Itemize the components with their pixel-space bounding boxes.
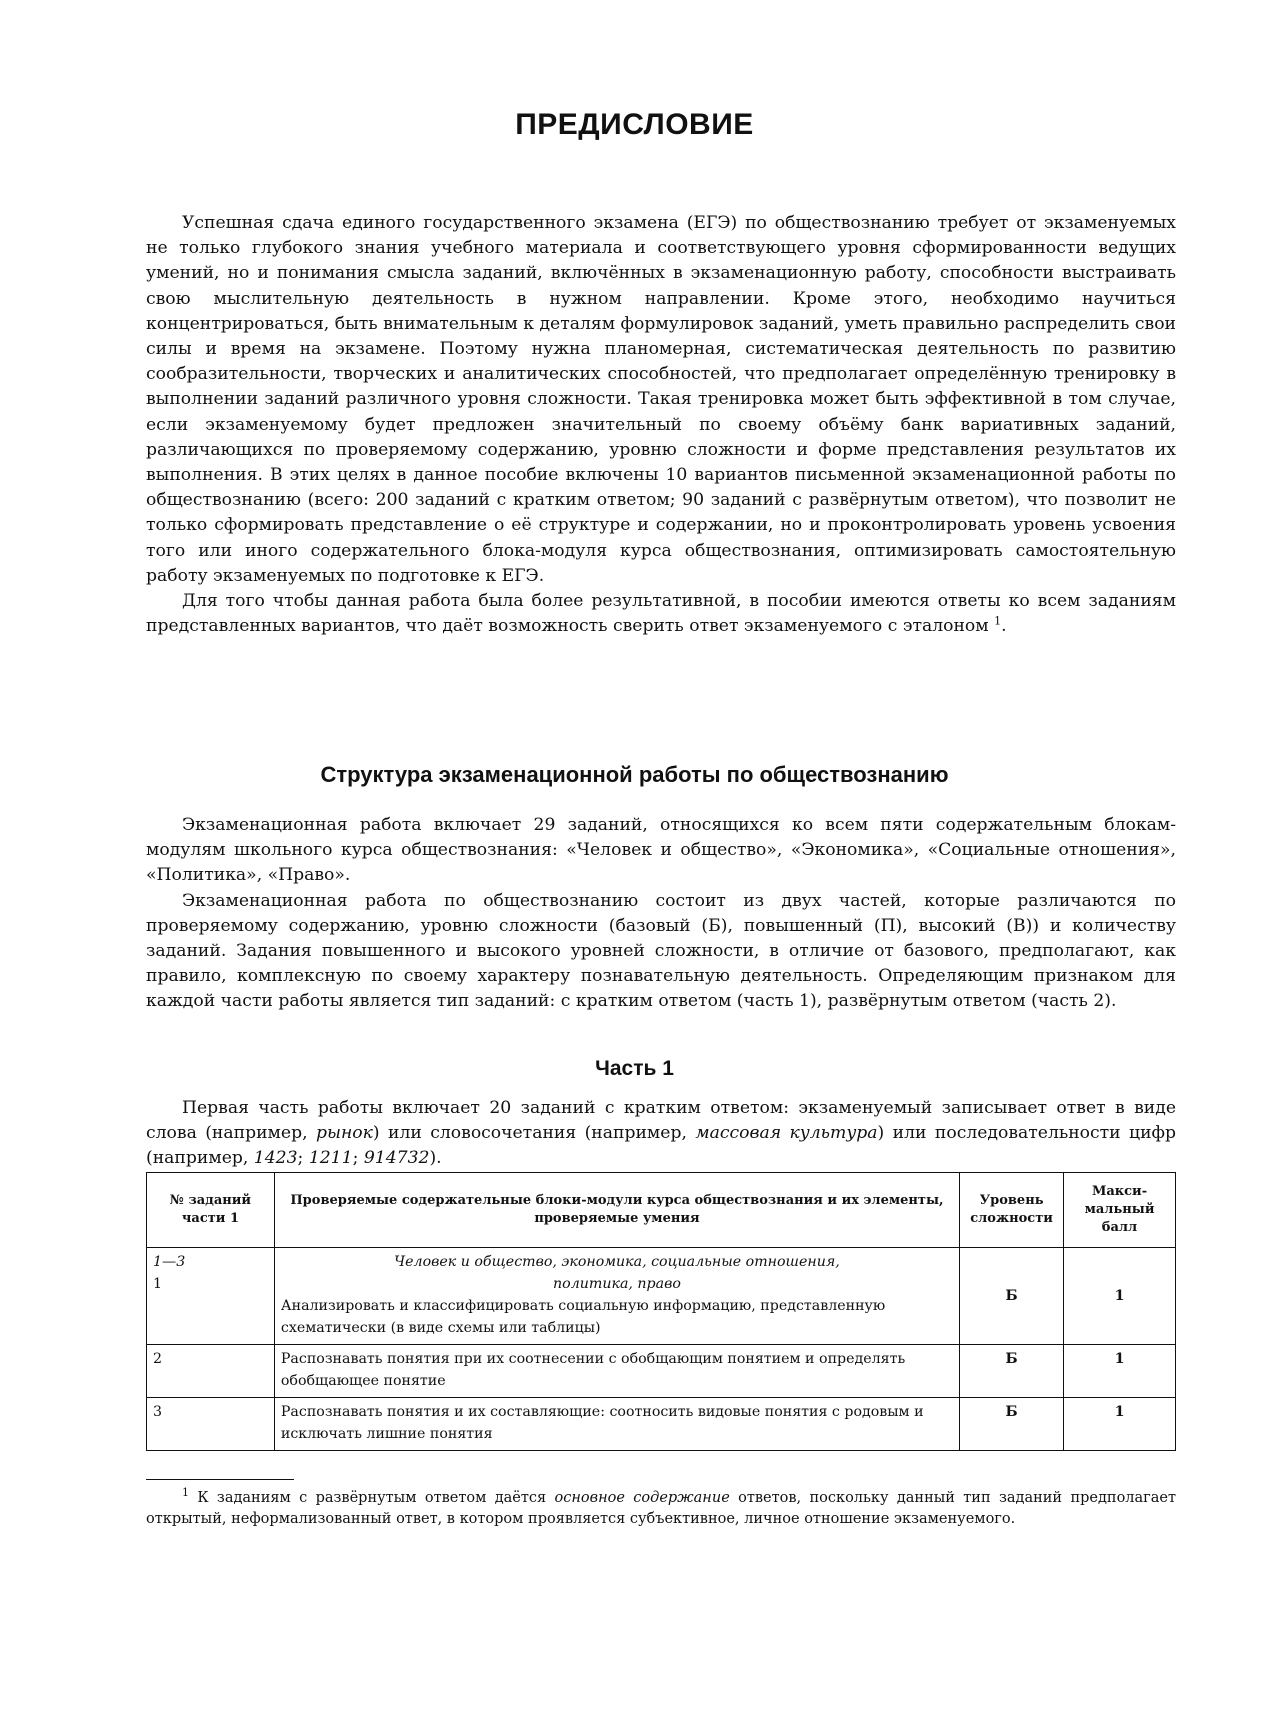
part1-text-a: Первая часть работы включает 20 заданий с кратким ответом: экзаменуемый записывает ответ в виде слова (например, — [146, 1098, 1176, 1144]
footnote-ref[interactable]: 1 — [994, 614, 1002, 628]
task-range: 1—3 — [153, 1254, 186, 1270]
footnote-emphasis: основное содержание — [554, 1490, 730, 1506]
table-row — [147, 1345, 1176, 1398]
part1-spec-table — [146, 1172, 1176, 1451]
part1-paragraph — [146, 1096, 1176, 1172]
footnote — [146, 1488, 1176, 1529]
structure-paragraph-2: Экзаменационная работа по обществознанию состоит из двух частей, которые различаются по проверяемому содержанию, уровню сложности (базовый (Б), повышенный (П), высокий (В)) и количеству заданий. Задания повышенного и высокого уровней сложности, в отличие от базового, предполагают, как правило, комплексную по своему характеру познавательную деятельность. Определяющим признаком для каждой части работы является тип заданий: с кратким ответом (часть 1), развёрнутым ответом (часть 2). — [146, 890, 1176, 1012]
intro-paragraph-1: Успешная сдача единого государственного экзамена (ЕГЭ) по обществознанию требует от экзаменуемых не только глубокого знания учебного материала и соответствующего уровня сформированности ведущих умений, но и понимания смысла заданий, включённых в экзаменационную работу, способности выстраивать свою мыслительную деятельность в нужном направлении. Кроме этого, необходимо научиться концентрироваться, быть внимательным к деталям формулировок заданий, уметь правильно распределить свои силы и время на экзамене. Поэтому нужна планомерная, систематическая деятельность по развитию сообразительности, творческих и аналитических способностей, что предполагает определённую тренировку в выполнении заданий различного уровня сложности. Такая тренировка может быть эффективной в том случае, если экзаменуемому будет предложен значительный по своему объёму банк вариативных заданий, различающихся по проверяемому содержанию, уровню сложности и форме представления результатов их выполнения. В этих целях в данное пособие включены 10 вариантов письменной экзаменационной работы по обществознанию (всего: 200 заданий с кратким ответом; 90 заданий с развёрнутым ответом), что позволит не только сформировать представление о её структуре и содержании, но и проконтролировать уровень усвоения того или иного содержательного блока-модуля курса обществознания, оптимизировать самостоятельную работу экзаменуемых по подготовке к ЕГЭ. — [146, 213, 1176, 586]
intro-paragraph-2-end: . — [1001, 616, 1007, 637]
structure-section — [146, 813, 1176, 1015]
example-word: рынок — [315, 1123, 373, 1144]
task-number: 3 — [147, 1398, 275, 1451]
task-level: Б — [960, 1398, 1064, 1451]
task-description: Распознавать понятия и их составляющие: соотносить видовые понятия с родовым и исключать лишние понятия — [274, 1398, 959, 1451]
separator-1: ; — [297, 1148, 309, 1169]
task-level: Б — [960, 1248, 1064, 1345]
table-row — [147, 1248, 1176, 1345]
footnote-divider — [146, 1479, 294, 1480]
task-description: Анализировать и классифицировать социальную информацию, представленную схематически (в виде схемы или таблицы) — [280, 1298, 886, 1336]
footnote-paragraph — [146, 1488, 1176, 1529]
example-digits-1: 1423 — [253, 1148, 298, 1169]
example-digits-3: 914732 — [363, 1148, 430, 1169]
intro-section — [146, 211, 1176, 639]
task-max-score: 1 — [1064, 1345, 1176, 1398]
task-max-score: 1 — [1064, 1248, 1176, 1345]
part1-heading: Часть 1 — [595, 1057, 674, 1080]
example-phrase: массовая культура — [695, 1123, 878, 1144]
structure-heading: Структура экзаменационной работы по обществознанию — [320, 762, 949, 787]
separator-2: ; — [352, 1148, 364, 1169]
header-content: Проверяемые содержательные блоки-модули курса обществознания и их элементы, проверяемые умения — [274, 1173, 959, 1248]
footnote-marker: 1 — [182, 1486, 189, 1500]
task-number: 1 — [153, 1276, 163, 1292]
task-number-cell — [147, 1248, 275, 1345]
task-max-score: 1 — [1064, 1398, 1176, 1451]
task-description: Распознавать понятия при их соотнесении с обобщающим понятием и определять обобщающее понятие — [274, 1345, 959, 1398]
task-number: 2 — [147, 1345, 275, 1398]
structure-paragraph-1: Экзаменационная работа включает 29 заданий, относящихся ко всем пяти содержательным блокам-модулям школьного курса обществознания: «Человек и общество», «Экономика», «Социальные отношения», «Политика», «Право». — [146, 815, 1176, 886]
part1-text-d: ). — [429, 1148, 442, 1169]
task-content-cell — [274, 1248, 959, 1345]
intro-paragraph-2 — [146, 589, 1176, 639]
table-header-row — [147, 1173, 1176, 1248]
part1-text-c: ) или последовательности цифр (например, — [146, 1123, 1176, 1169]
part1-section — [146, 1096, 1176, 1172]
block-title: Человек и общество, экономика, социальные отношения, политика, право — [394, 1254, 840, 1292]
footnote-text-a: К заданиям с развёрнутым ответом даётся — [189, 1490, 555, 1506]
page-title: ПРЕДИСЛОВИЕ — [515, 108, 754, 141]
header-max-score: Макси-мальный балл — [1064, 1173, 1176, 1248]
table-row — [147, 1398, 1176, 1451]
part1-text-b: ) или словосочетания (например, — [372, 1123, 696, 1144]
footnote-text-b: ответов, поскольку данный тип заданий предполагает открытый, неформализованный ответ, в котором проявляется субъективное, личное отношение экзаменуемого. — [146, 1490, 1176, 1527]
header-task-number: № заданий части 1 — [147, 1173, 275, 1248]
task-level: Б — [960, 1345, 1064, 1398]
header-level: Уровень сложности — [960, 1173, 1064, 1248]
example-digits-2: 1211 — [308, 1148, 353, 1169]
intro-paragraph-2-text: Для того чтобы данная работа была более результативной, в пособии имеются ответы ко всем заданиям представленных вариантов, что даёт возможность сверить ответ экзаменуемого с эталоном — [146, 591, 1176, 637]
